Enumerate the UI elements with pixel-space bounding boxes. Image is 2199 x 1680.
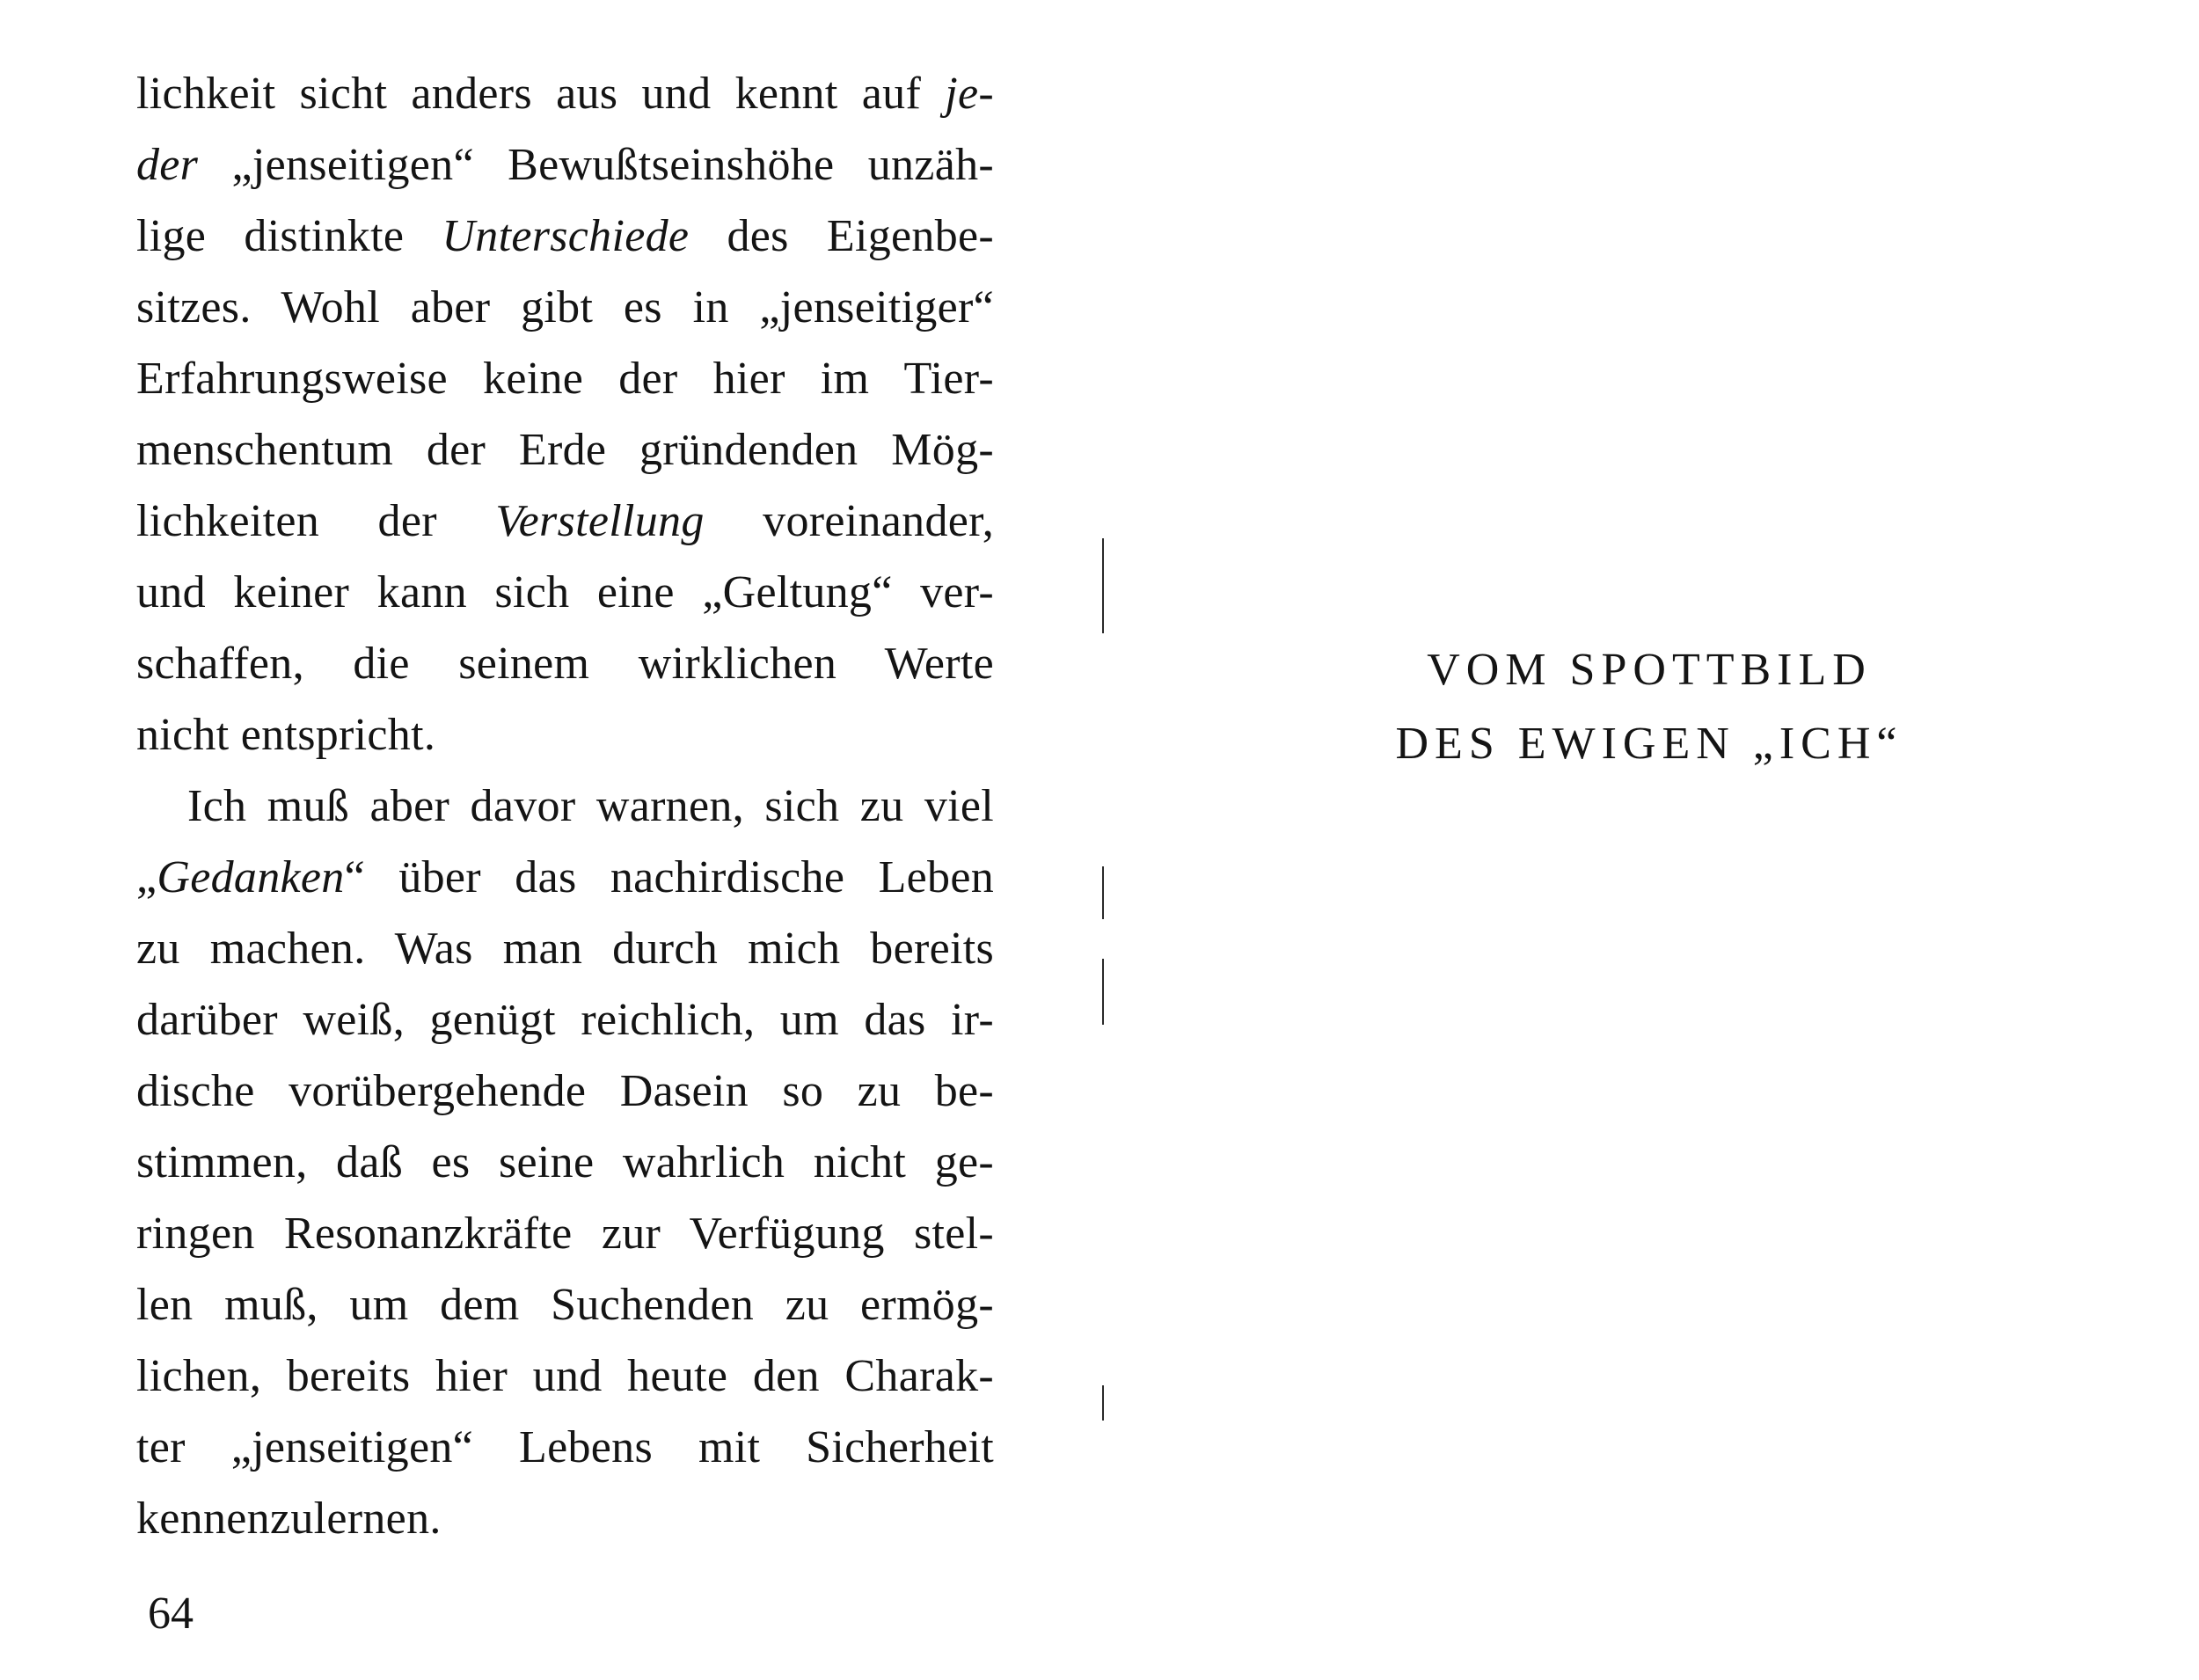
text-line <box>136 343 994 414</box>
italic-text: Verstellung <box>495 496 705 546</box>
text-line <box>136 414 994 486</box>
text-run: len muß, um dem Suchenden zu ermög- <box>136 1280 994 1330</box>
text-run: „ <box>136 852 157 902</box>
text-line <box>136 984 994 1055</box>
text-line <box>136 129 994 201</box>
chapter-heading-line-1: VOM SPOTTBILD <box>1427 645 1872 695</box>
text-line <box>136 1269 994 1340</box>
italic-text: Gedanken <box>157 852 345 902</box>
text-run: lichen, bereits hier und heute den Charak- <box>136 1351 994 1401</box>
chapter-heading-line-2: DES EWIGEN „ICH“ <box>1395 719 1903 769</box>
text-line <box>136 557 994 628</box>
body-text <box>136 58 994 1554</box>
text-line <box>136 771 994 842</box>
text-run: menschentum der Erde gründenden Mög- <box>136 425 994 475</box>
text-run: zu machen. Was man durch mich bereits <box>136 924 994 974</box>
text-run: lige distinkte <box>136 211 442 261</box>
text-line <box>136 628 994 699</box>
text-run: des Eigenbe- <box>689 211 994 261</box>
right-page <box>1100 0 2199 1680</box>
text-line <box>136 1412 994 1483</box>
chapter-heading <box>1100 633 2199 781</box>
text-run: schaffen, die seinem wirklichen Werte <box>136 639 994 689</box>
text-run: “ über das nachirdische Leben <box>344 852 994 902</box>
text-run: darüber weiß, genügt reichlich, um das ir- <box>136 995 994 1045</box>
text-line <box>136 1055 994 1127</box>
text-line <box>136 699 994 771</box>
text-line <box>136 486 994 557</box>
italic-text: Unterschiede <box>442 211 690 261</box>
text-run: Ich muß aber davor warnen, sich zu viel <box>187 781 994 831</box>
text-line <box>136 1198 994 1269</box>
text-line <box>136 1483 994 1554</box>
text-line <box>136 842 994 913</box>
text-run: sitzes. Wohl aber gibt es in „jenseitiger“ <box>136 282 994 332</box>
italic-text: der <box>136 140 199 190</box>
text-run: dische vorübergehende Dasein so zu be- <box>136 1066 994 1116</box>
text-run: stimmen, daß es seine wahrlich nicht ge- <box>136 1137 994 1187</box>
text-run: lichkeit sicht anders aus und kennt auf <box>136 69 946 119</box>
text-run: nicht entspricht. <box>136 710 436 760</box>
text-line <box>136 913 994 984</box>
text-line <box>136 1127 994 1198</box>
text-run: „jenseitigen“ Bewußtseinshöhe unzäh- <box>198 140 994 190</box>
text-run: Erfahrungsweise keine der hier im Tier- <box>136 354 994 404</box>
text-run: voreinander, <box>704 496 994 546</box>
text-run: ringen Resonanzkräfte zur Verfügung stel- <box>136 1209 994 1259</box>
page-number: 64 <box>148 1589 194 1639</box>
text-line <box>136 58 994 129</box>
text-run: lichkeiten der <box>136 496 496 546</box>
text-run: kennenzulernen. <box>136 1494 442 1544</box>
text-run: ter „jenseitigen“ Lebens mit Sicherheit <box>136 1422 994 1472</box>
text-line <box>136 1340 994 1412</box>
italic-text: je- <box>945 69 994 119</box>
text-line <box>136 272 994 343</box>
text-line <box>136 201 994 272</box>
text-run: und keiner kann sich eine „Geltung“ ver- <box>136 567 994 617</box>
